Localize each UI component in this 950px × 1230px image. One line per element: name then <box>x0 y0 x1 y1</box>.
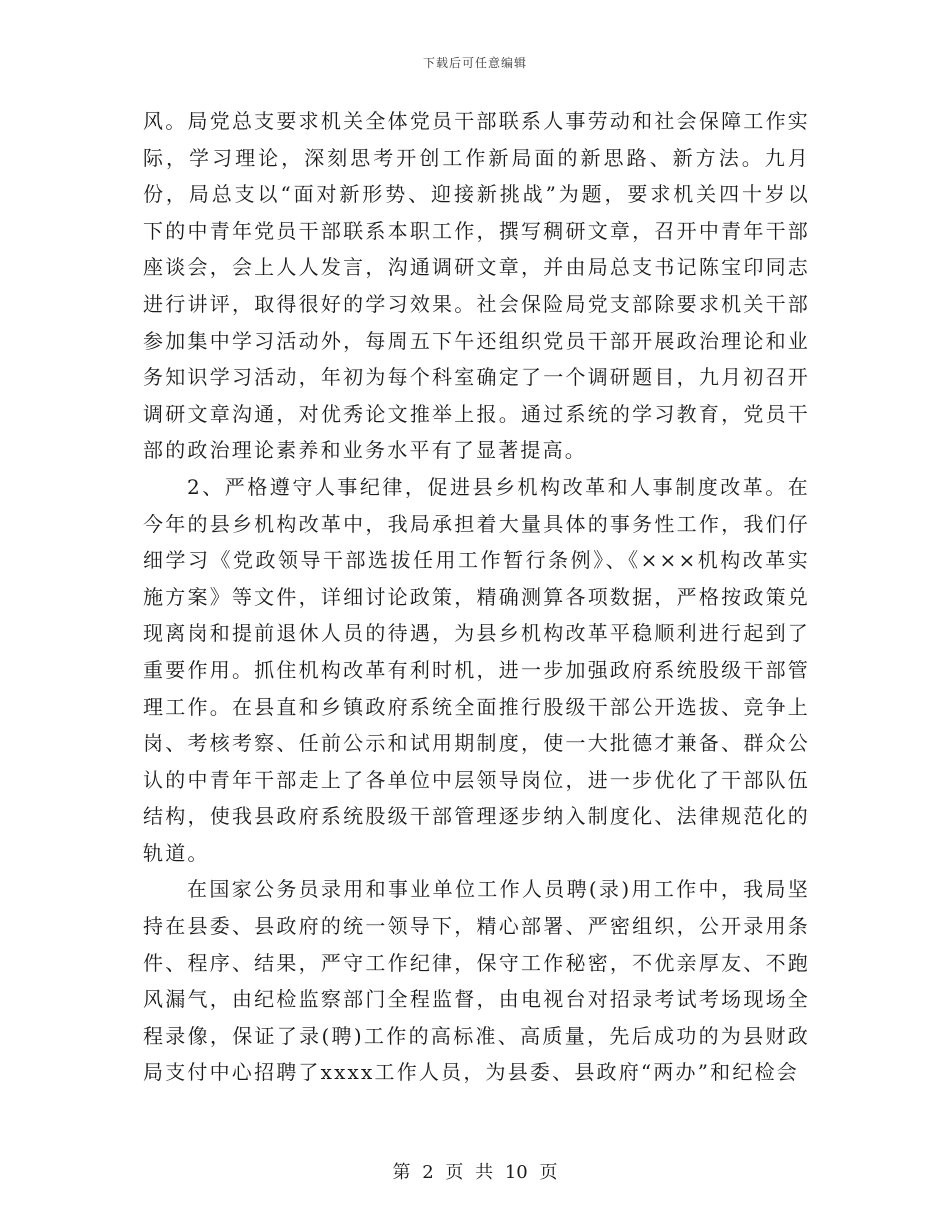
page-header-note: 下载后可任意编辑 <box>422 56 527 70</box>
paragraph-3: 在国家公务员录用和事业单位工作人员聘(录)用工作中，我局坚持在县委、县政府的统一领导下，精心部署、严密组织，公开录用条件、程序、结果，严守工作纪律，保守工作秘密，不优亲厚友、不跑风漏气，由纪检监察部门全程监督，由电视台对招录考试考场现场全程录像，保证了录(聘)工作的高标准、高质量，先后成功的为县财政局支付中心招聘了xxxx工作人员，为县委、县政府“两办”和纪检会 <box>143 877 810 1085</box>
paragraph-2: 2、严格遵守人事纪律，促进县乡机构改革和人事制度改革。在今年的县乡机构改革中，我局承担着大量具体的事务性工作，我们仔细学习《党政领导干部选拔任用工作暂行条例》、《×××机构改革实施方案》等文件，详细讨论政策，精确测算各项数据，严格按政策兑现离岗和提前退休人员的待遇，为县乡机构改革平稳顺利进行起到了重要作用。抓住机构改革有利时机，进一步加强政府系统股级干部管理工作。在县直和乡镇政府系统全面推行股级干部公开选拔、竞争上岗、考核考察、任前公示和试用期制度，使一大批德才兼备、群众公认的中青年干部走上了各单位中层领导岗位，进一步优化了干部队伍结构，使我县政府系统股级干部管理逐步纳入制度化、法律规范化的轨道。 <box>143 474 810 865</box>
page-number: 第 2 页 共 10 页 <box>392 1162 558 1183</box>
document-body <box>143 103 810 1091</box>
paragraph-1: 风。局党总支要求机关全体党员干部联系人事劳动和社会保障工作实际，学习理论，深刻思考开创工作新局面的新思路、新方法。九月份，局总支以“面对新形势、迎接新挑战”为题，要求机关四十岁以下的中青年党员干部联系本职工作，撰写稠研文章，召开中青年干部座谈会，会上人人发言，沟通调研文章，并由局总支书记陈宝印同志进行讲评，取得很好的学习效果。社会保险局党支部除要求机关干部参加集中学习活动外，每周五下午还组织党员干部开展政治理论和业务知识学习活动，年初为每个科室确定了一个调研题目，九月初召开调研文章沟通，对优秀论文推举上报。通过系统的学习教育，党员干部的政治理论素养和业务水平有了显著提高。 <box>143 109 810 463</box>
